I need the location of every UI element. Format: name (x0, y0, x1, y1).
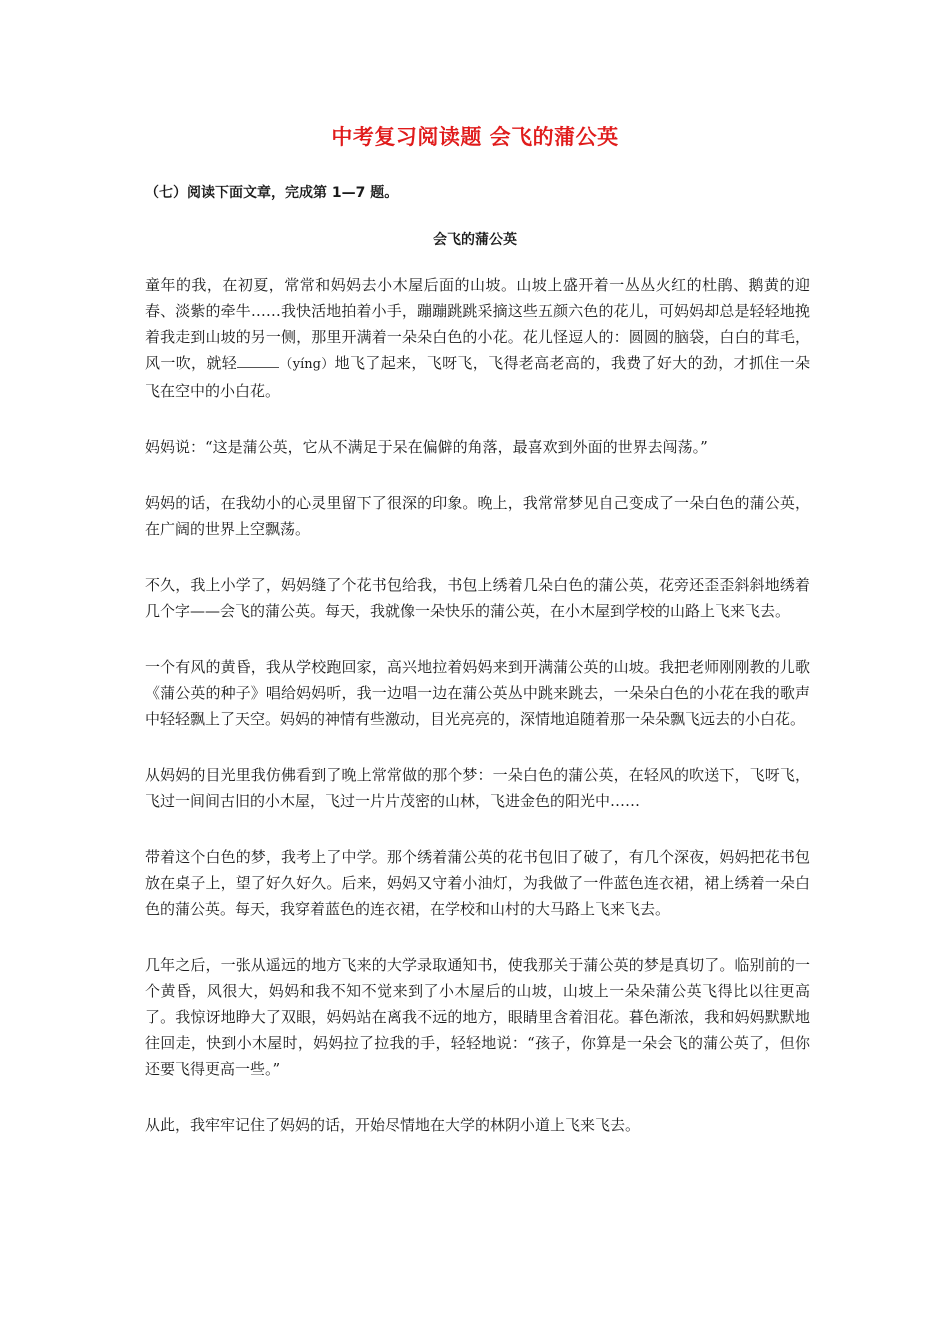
document-title: 中考复习阅读题 会飞的蒲公英 (331, 125, 619, 149)
paragraph-1-text-after: 地飞了起来，飞呀飞，飞得老高老高的，我费了好大的劲，才抓住一朵飞在空中的小白花。 (145, 354, 810, 400)
paragraph-3: 妈妈的话，在我幼小的心灵里留下了很深的印象。晚上，我常常梦见自己变成了一朵白色的蒲公英，在广阔的世界上空飘荡。 (145, 494, 810, 538)
paragraph-1 (145, 272, 810, 404)
paragraph-8: 几年之后，一张从遥远的地方飞来的大学录取通知书，使我那关于蒲公英的梦是真切了。临别前的一个黄昏，风很大，妈妈和我不知不觉来到了小木屋后的山坡，山坡上一朵朵蒲公英飞得比以往更高了。我惊讶地睁大了双眼，妈妈站在离我不远的地方，眼睛里含着泪花。暮色渐浓，我和妈妈默默地往回走，快到小木屋时，妈妈拉了拉我的手，轻轻地说：“孩子，你算是一朵会飞的蒲公英了，但你还要飞得更高一些。” (145, 956, 810, 1078)
paragraph-5: 一个有风的黄昏，我从学校跑回家，高兴地拉着妈妈来到开满蒲公英的山坡。我把老师刚刚教的儿歌《蒲公英的种子》唱给妈妈听，我一边唱一边在蒲公英丛中跳来跳去，一朵朵白色的小花在我的歌声中轻轻飘上了天空。妈妈的神情有些激动，目光亮亮的，深情地追随着那一朵朵飘飞远去的小白花。 (145, 658, 810, 728)
article-title: 会飞的蒲公英 (433, 232, 517, 248)
paragraph-4: 不久，我上小学了，妈妈缝了个花书包给我，书包上绣着几朵白色的蒲公英，花旁还歪歪斜斜地绣着几个字——会飞的蒲公英。每天，我就像一朵快乐的蒲公英，在小木屋到学校的山路上飞来飞去。 (145, 576, 810, 620)
paragraph-2: 妈妈说：“这是蒲公英，它从不满足于呆在偏僻的角落，最喜欢到外面的世界去闯荡。” (145, 438, 708, 456)
pinyin-hint: （yíng） (279, 357, 335, 372)
instruction-text: （七）阅读下面文章，完成第 1—7 题。 (145, 185, 399, 201)
paragraph-9: 从此，我牢牢记住了妈妈的话，开始尽情地在大学的林阴小道上飞来飞去。 (145, 1116, 641, 1134)
paragraph-1-text-before: 童年的我，在初夏，常常和妈妈去小木屋后面的山坡。山坡上盛开着一丛丛火红的杜鹃、鹅黄的迎春、淡紫的牵牛……我快活地拍着小手，蹦蹦跳跳采摘这些五颜六色的花儿，可妈妈却总是轻轻地挽着我走到山坡的另一侧，那里开满着一朵朵白色的小花。花儿怪逗人的：圆圆的脑袋，白白的茸毛，风一吹，就轻 (145, 276, 810, 372)
paragraph-6: 从妈妈的目光里我仿佛看到了晚上常常做的那个梦：一朵白色的蒲公英，在轻风的吹送下，飞呀飞，飞过一间间古旧的小木屋，飞过一片片茂密的山林，飞进金色的阳光中…… (145, 766, 810, 810)
article-body (145, 272, 810, 1168)
fill-in-blank (237, 353, 279, 368)
paragraph-7: 带着这个白色的梦，我考上了中学。那个绣着蒲公英的花书包旧了破了，有几个深夜，妈妈把花书包放在桌子上，望了好久好久。后来，妈妈又守着小油灯，为我做了一件蓝色连衣裙，裙上绣着一朵白色的蒲公英。每天，我穿着蓝色的连衣裙，在学校和山村的大马路上飞来飞去。 (145, 848, 810, 918)
